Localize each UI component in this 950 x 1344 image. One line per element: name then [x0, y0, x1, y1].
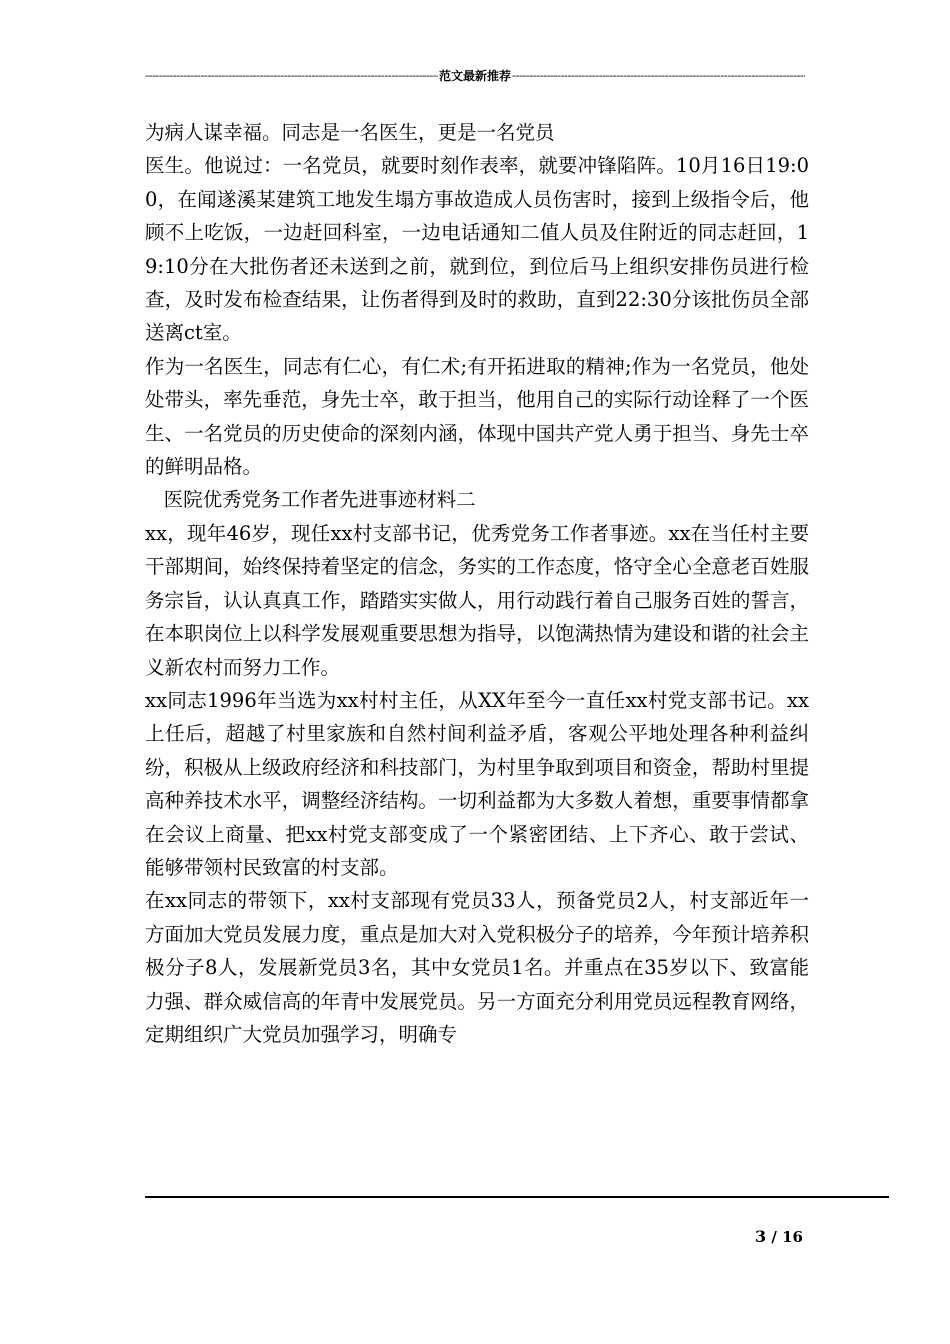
page-header	[145, 66, 805, 86]
page-current: 3	[755, 1227, 767, 1246]
page-number	[755, 1226, 815, 1248]
header-rule-left	[145, 66, 438, 86]
page-total: 16	[782, 1228, 803, 1246]
footer-rule	[145, 1196, 889, 1198]
header-title: 范文最新推荐	[438, 69, 511, 83]
page-separator: /	[766, 1228, 783, 1246]
document-body	[145, 116, 809, 1051]
section-heading: 医院优秀党务工作者先进事迹材料二	[145, 488, 476, 512]
paragraph: 作为一名医生，同志有仁心，有仁术;有开拓进取的精神;作为一名党员，他处处带头，率先垂范，身先士卒，敢于担当，他用自己的实际行动诠释了一个医生、一名党员的历史使命的深刻内涵，体现中国共产党人勇于担当、身先士卒的鲜明品格。	[145, 354, 809, 479]
paragraph: xx同志1996年当选为xx村村主任，从XX年至今一直任xx村党支部书记。xx上任后，超越了村里家族和自然村间利益矛盾，客观公平地处理各种利益纠纷，积极从上级政府经济和科技部门，为村里争取到项目和资金，帮助村里提高种养技术水平，调整经济结构。一切利益都为大多数人着想，重要事情都拿在会议上商量、把xx村党支部变成了一个紧密团结、上下齐心、敢于尝试、能够带领村民致富的村支部。	[145, 688, 809, 879]
header-rule-right	[512, 66, 805, 86]
paragraph: 为病人谋幸福。同志是一名医生，更是一名党员	[145, 121, 555, 144]
paragraph: 医生。他说过：一名党员，就要时刻作表率，就要冲锋陷阵。10月16日19:00，在闻遂溪某建筑工地发生塌方事故造成人员伤害时，接到上级指令后，他顾不上吃饭，一边赶回科室，一边电话通知二值人员及住附近的同志赶回，19:10分在大批伤者还未送到之前，就到位，到位后马上组织安排伤员进行检查，及时发布检查结果，让伤者得到及时的救助，直到22:30分该批伤员全部送离ct室。	[145, 154, 809, 345]
paragraph: 在xx同志的带领下，xx村支部现有党员33人，预备党员2人，村支部近年一方面加大党员发展力度，重点是加大对入党积极分子的培养，今年预计培养积极分子8人，发展新党员3名，其中女党员1名。并重点在35岁以下、致富能力强、群众威信高的年青中发展党员。另一方面充分利用党员远程教育网络，定期组织广大党员加强学习，明确专	[145, 889, 809, 1046]
paragraph: xx，现年46岁，现任xx村支部书记，优秀党务工作者事迹。xx在当任村主要干部期间，始终保持着坚定的信念，务实的工作态度，恪守全心全意老百姓服务宗旨，认认真真工作，踏踏实实做人，用行动践行着自己服务百姓的誓言，在本职岗位上以科学发展观重要思想为指导，以饱满热情为建设和谐的社会主义新农村而努力工作。	[145, 521, 809, 679]
